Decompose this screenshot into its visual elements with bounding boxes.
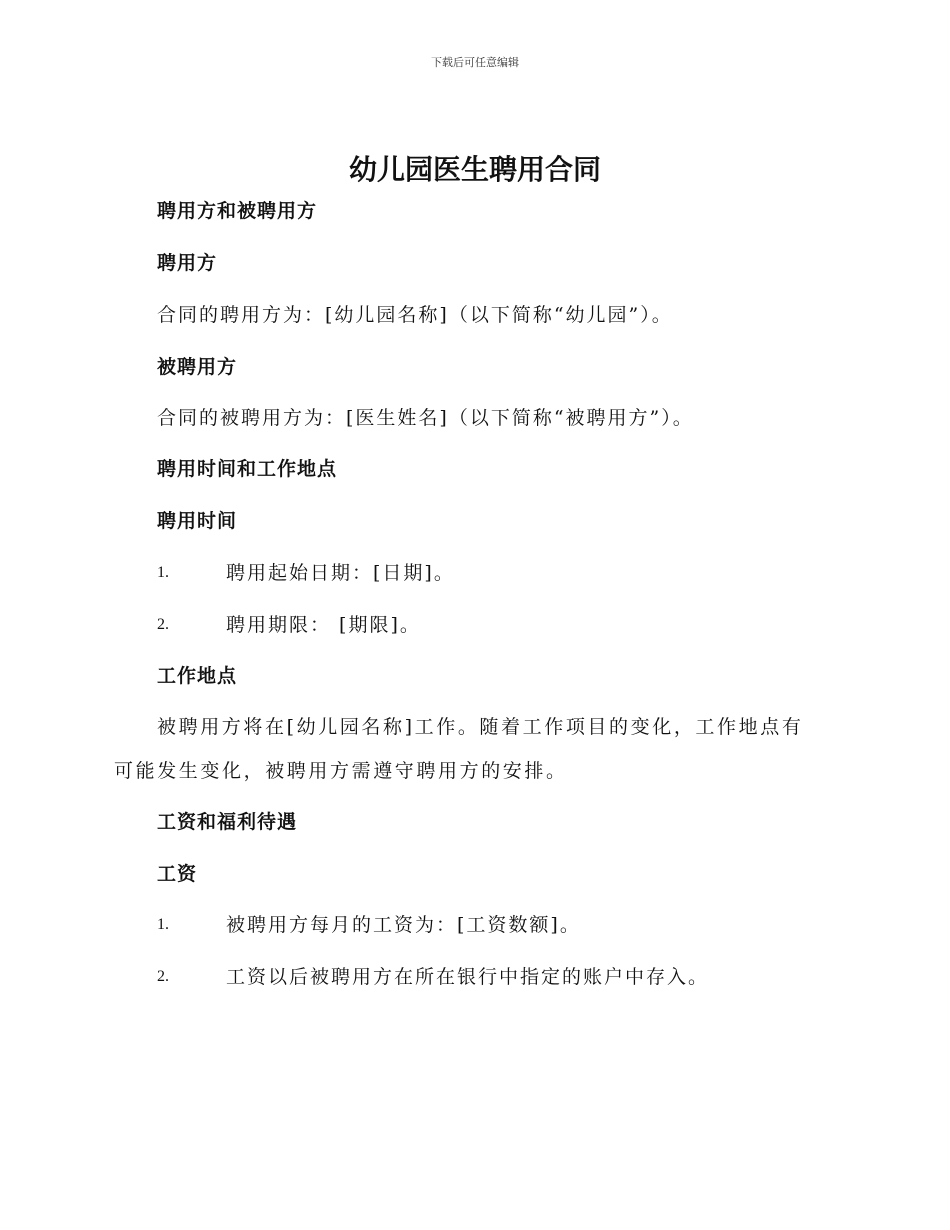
list-item-monthly-salary: 被聘用方每月的工资为：[工资数额]。 — [226, 914, 581, 936]
employer-text: 合同的聘用方为：[幼儿园名称]（以下简称“幼儿园”）。 — [157, 304, 673, 326]
subheading-work-place: 工作地点 — [157, 665, 238, 687]
subheading-employment-time: 聘用时间 — [157, 510, 238, 532]
section-heading-time-place: 聘用时间和工作地点 — [157, 458, 338, 480]
subheading-employee: 被聘用方 — [157, 356, 238, 378]
document-title: 幼儿园医生聘用合同 — [348, 153, 601, 186]
list-item-term: 聘用期限： [期限]。 — [226, 614, 421, 636]
list-item-salary-deposit: 工资以后被聘用方在所在银行中指定的账户中存入。 — [226, 966, 710, 988]
list-item-number: 2. — [157, 968, 169, 985]
list-item-start-date: 聘用起始日期：[日期]。 — [226, 562, 455, 584]
list-item-number: 2. — [157, 616, 169, 633]
section-heading-salary-benefits: 工资和福利待遇 — [157, 811, 298, 833]
subheading-salary: 工资 — [157, 863, 198, 885]
list-item-number: 1. — [157, 564, 169, 581]
work-place-paragraph: 被聘用方将在[幼儿园名称]工作。随着工作项目的变化，工作地点有可能发生变化，被聘用方需遵守聘用方的安排。 — [114, 716, 804, 782]
section-heading-parties: 聘用方和被聘用方 — [157, 200, 318, 222]
subheading-employer: 聘用方 — [157, 252, 218, 274]
list-item-number: 1. — [157, 916, 169, 933]
page-header-note: 下载后可任意编辑 — [431, 56, 519, 69]
employee-text: 合同的被聘用方为：[医生姓名]（以下简称“被聘用方”）。 — [157, 407, 694, 429]
